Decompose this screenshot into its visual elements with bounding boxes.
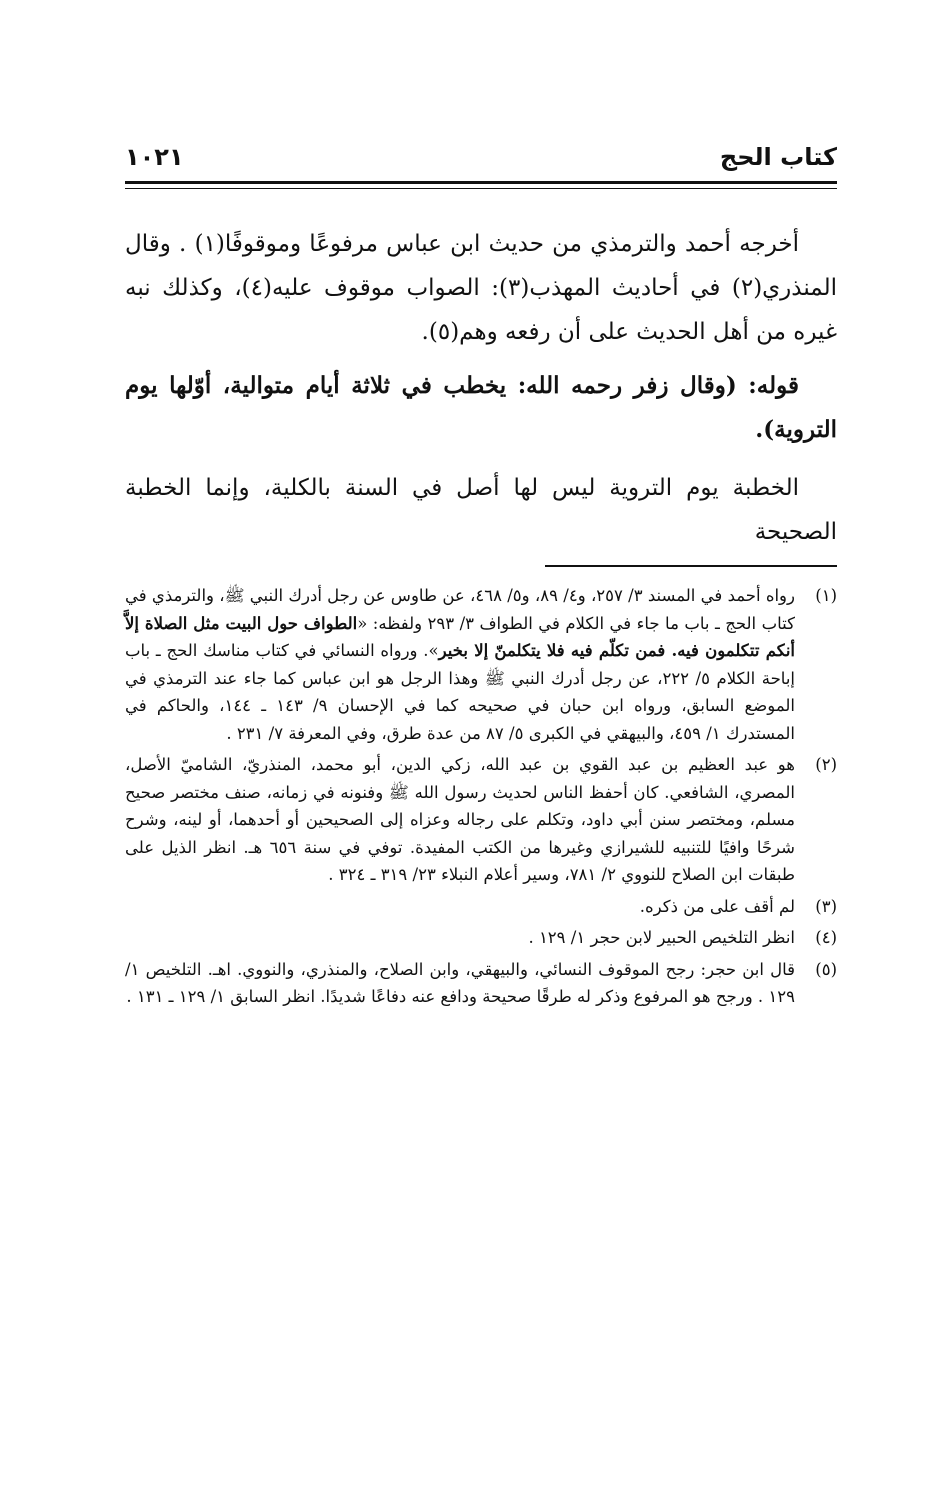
footnote-marker: (٢) [815, 755, 837, 774]
page-number: ١٠٢١ [125, 143, 184, 171]
footnote-text: هو عبد العظيم بن عبد القوي بن عبد الله، زكي الدين، أبو محمد، المنذريّ، الشاميّ الأصل، المصري، الشافعي. كان أحفظ الناس لحديث رسول الله ﷺ وفنونه في زمانه، صنف مختصر صحيح مسلم، ومختصر سنن أبي داود، وتكلم على رجاله وعزاه إلى الصحيحين أو أحدهما، أو لينه، وشرح شرحًا وافيًا للتنبيه للشيرازي وغيرها من الكتب المفيدة. توفي في سنة ٦٥٦ هـ. انظر الذيل على طبقات ابن الصلاح للنووي ٢/ ٧٨١، وسير أعلام النبلاء ٢٣/ ٣١٩ ـ ٣٢٤ . [125, 755, 796, 884]
footnote-3 [125, 893, 837, 921]
page-header [125, 140, 837, 180]
footnote-marker: (٤) [815, 928, 837, 947]
footnote-5 [125, 956, 837, 1011]
footnote-marker: (٥) [815, 959, 837, 979]
footnote-marker: (٣) [815, 896, 837, 916]
footnote-separator [545, 565, 837, 567]
header-rule-thick [125, 181, 837, 184]
footnote-1 [125, 582, 837, 747]
running-title: كتاب الحج [719, 143, 837, 171]
main-text [125, 222, 837, 554]
footnote-text: قال ابن حجر: رجح الموقوف النسائي، والبيهقي، وابن الصلاح، والمنذري، والنووي. اهـ. التلخيص ١/ ١٢٩ . ورجح هو المرفوع وذكر له طرقًا صحيحة ودافع عنه دفاعًا شديدًا. انظر السابق ١/ ١٢٩ ـ ١٣١ . [125, 959, 795, 1006]
paragraph-commentary: الخطبة يوم التروية ليس لها أصل في السنة بالكلية، وإنما الخطبة الصحيحة [125, 475, 837, 545]
footnote-4 [125, 924, 837, 952]
footnote-marker: (١) [815, 586, 837, 605]
footnotes [125, 582, 837, 1015]
paragraph-quote-zufar: قوله: (وقال زفر رحمه الله: يخطب في ثلاثة أيام متوالية، أوّلها يوم التروية). [125, 372, 837, 443]
footnote-text: رواه أحمد في المسند ٣/ ٢٥٧، و٤/ ٨٩، و٥/ ٤٦٨، عن طاوس عن رجل أدرك النبي ﷺ، والترمذي في كتاب الحج ـ باب ما جاء في الكلام في الطواف ٣/ ٢٩٣ ولفظه: « [125, 586, 795, 633]
footnote-text: ». ورواه النسائي في كتاب مناسك الحج ـ باب إباحة الكلام ٥/ ٢٢٢، عن رجل أدرك النبي ﷺ وهذا الرجل هو ابن عباس كما جاء عند الترمذي في الموضع السابق، ورواه ابن حبان في صحيحه كما في الإحسان ٩/ ١٤٣ ـ ١٤٤، والحاكم في المستدرك ١/ ٤٥٩، والبيهقي في الكبرى ٥/ ٨٧ من عدة طرق، وفي المعرفة ٧/ ٢٣١ . [125, 641, 796, 743]
footnote-hadith-text: الطواف حول البيت مثل الصلاة إلاَّ أنكم تتكلمون فيه. فمن تكلّم فيه فلا يتكلمنّ إلا بخير [125, 613, 796, 660]
footnote-text: انظر التلخيص الحبير لابن حجر ١/ ١٢٩ . [528, 928, 795, 947]
footnote-text: لم أقف على من ذكره. [639, 896, 795, 916]
header-rule-thin [125, 188, 837, 189]
footnote-2 [125, 751, 837, 889]
paragraph-takhrij: أخرجه أحمد والترمذي من حديث ابن عباس مرفوعًا وموقوفًا(١) . وقال المنذري(٢) في أحاديث المهذب(٣): الصواب موقوف عليه(٤)، وكذلك نبه غيره من أهل الحديث على أن رفعه وهم(٥). [125, 231, 837, 345]
